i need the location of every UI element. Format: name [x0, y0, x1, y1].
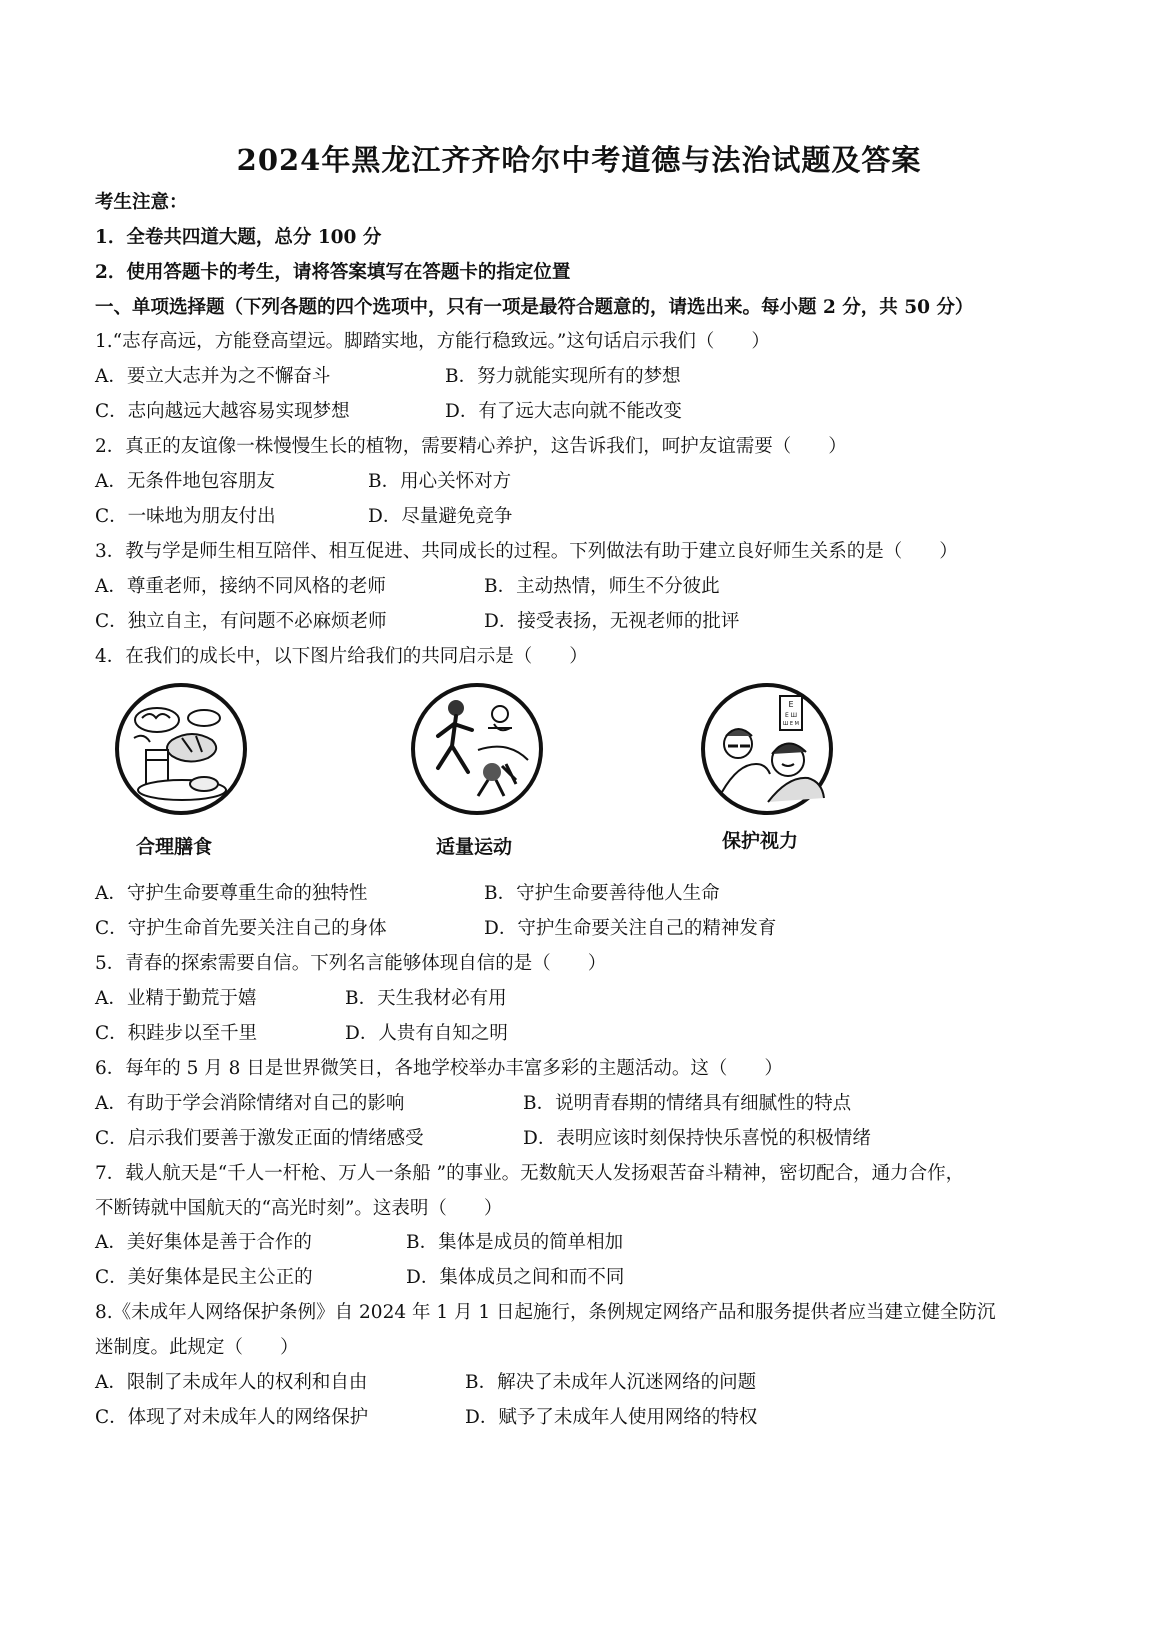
question-8-stem-line-2: 迷制度。此规定（ ） — [95, 1337, 299, 1358]
picture-3-caption: 保护视力 — [722, 830, 799, 852]
q1-option-a: A．要立大志并为之不懈奋斗 — [95, 366, 331, 387]
q7-option-b: B．集体是成员的简单相加 — [406, 1232, 624, 1253]
svg-text:E: E — [788, 700, 794, 709]
q5-option-a: A．业精于勤荒于嬉 — [95, 988, 257, 1009]
section-heading: 一、单项选择题（下列各题的四个选项中，只有一项是最符合题意的，请选出来。每小题 2 分，共 50 分） — [95, 297, 974, 318]
question-4-stem: 4．在我们的成长中，以下图片给我们的共同启示是（ ） — [95, 646, 588, 667]
healthy-diet-illustration — [112, 680, 250, 818]
q8-option-c: C．体现了对未成年人的网络保护 — [95, 1407, 369, 1428]
q4-option-c: C．守护生命首先要关注自己的身体 — [95, 918, 387, 939]
notice-heading: 考生注意： — [95, 192, 188, 213]
q1-option-c: C．志向越远大越容易实现梦想 — [95, 401, 350, 422]
q3-option-c: C．独立自主，有问题不必麻烦老师 — [95, 611, 387, 632]
q6-option-b: B．说明青春期的情绪具有细腻性的特点 — [523, 1093, 852, 1114]
q4-option-b: B．守护生命要善待他人生命 — [484, 883, 720, 904]
question-8-stem-line-1: 8.《未成年人网络保护条例》自 2024 年 1 月 1 日起施行，条例规定网络产品和服务提供者应当建立健全防沉 — [95, 1302, 996, 1323]
question-7-stem-line-1: 7．载人航天是“千人一杆枪、万人一条船 ”的事业。无数航天人发扬艰苦奋斗精神，密切配合，通力合作， — [95, 1163, 965, 1184]
q1-option-b: B．努力就能实现所有的梦想 — [445, 366, 681, 387]
q3-option-d: D．接受表扬，无视老师的批评 — [484, 611, 740, 632]
q2-option-d: D．尽量避免竞争 — [368, 506, 513, 527]
q6-option-d: D．表明应该时刻保持快乐喜悦的积极情绪 — [523, 1128, 871, 1149]
question-1-stem: 1.“志存高远，方能登高望远。脚踏实地，方能行稳致远。”这句话启示我们（ ） — [95, 331, 770, 352]
question-3-stem: 3．教与学是师生相互陪伴、相互促进、共同成长的过程。下列做法有助于建立良好师生关系的是（ ） — [95, 541, 958, 562]
svg-text:E Ш: E Ш — [784, 712, 798, 719]
page-title: 2024年黑龙江齐齐哈尔中考道德与法治试题及答案 — [236, 143, 922, 177]
q1-option-d: D．有了远大志向就不能改变 — [445, 401, 682, 422]
q8-option-b: B．解决了未成年人沉迷网络的问题 — [465, 1372, 757, 1393]
q8-option-d: D．赋予了未成年人使用网络的特权 — [465, 1407, 758, 1428]
q7-option-d: D．集体成员之间和而不同 — [406, 1267, 625, 1288]
svg-text:Ш E M: Ш E M — [783, 721, 799, 727]
q5-option-d: D．人贵有自知之明 — [345, 1023, 508, 1044]
q4-option-d: D．守护生命要关注自己的精神发育 — [484, 918, 777, 939]
q2-option-b: B．用心关怀对方 — [368, 471, 512, 492]
q2-option-c: C．一味地为朋友付出 — [95, 506, 276, 527]
picture-2-caption: 适量运动 — [436, 836, 513, 858]
q7-option-a: A．美好集体是善于合作的 — [95, 1232, 312, 1253]
question-2-stem: 2．真正的友谊像一株慢慢生长的植物，需要精心养护，这告诉我们，呵护友谊需要（ ） — [95, 436, 847, 457]
notice-item-2: 2．使用答题卡的考生，请将答案填写在答题卡的指定位置 — [95, 262, 571, 283]
q4-option-a: A．守护生命要尊重生命的独特性 — [95, 883, 368, 904]
q6-option-a: A．有助于学会消除情绪对自己的影响 — [95, 1093, 405, 1114]
q3-option-a: A．尊重老师，接纳不同风格的老师 — [95, 576, 386, 597]
q5-option-c: C．积跬步以至千里 — [95, 1023, 258, 1044]
q7-option-c: C．美好集体是民主公正的 — [95, 1267, 313, 1288]
question-6-stem: 6．每年的 5 月 8 日是世界微笑日，各地学校举办丰富多彩的主题活动。这（ ） — [95, 1058, 783, 1079]
picture-1-caption: 合理膳食 — [136, 836, 213, 858]
question-5-stem: 5．青春的探索需要自信。下列名言能够体现自信的是（ ） — [95, 953, 607, 974]
q2-option-a: A．无条件地包容朋友 — [95, 471, 275, 492]
q3-option-b: B．主动热情，师生不分彼此 — [484, 576, 720, 597]
q5-option-b: B．天生我材必有用 — [345, 988, 507, 1009]
eyesight-illustration — [698, 680, 836, 818]
question-7-stem-line-2: 不断铸就中国航天的“高光时刻”。这表明（ ） — [95, 1198, 503, 1219]
q8-option-a: A．限制了未成年人的权利和自由 — [95, 1372, 368, 1393]
q6-option-c: C．启示我们要善于激发正面的情绪感受 — [95, 1128, 424, 1149]
notice-item-1: 1．全卷共四道大题，总分 100 分 — [95, 227, 382, 248]
exercise-illustration — [408, 680, 546, 818]
